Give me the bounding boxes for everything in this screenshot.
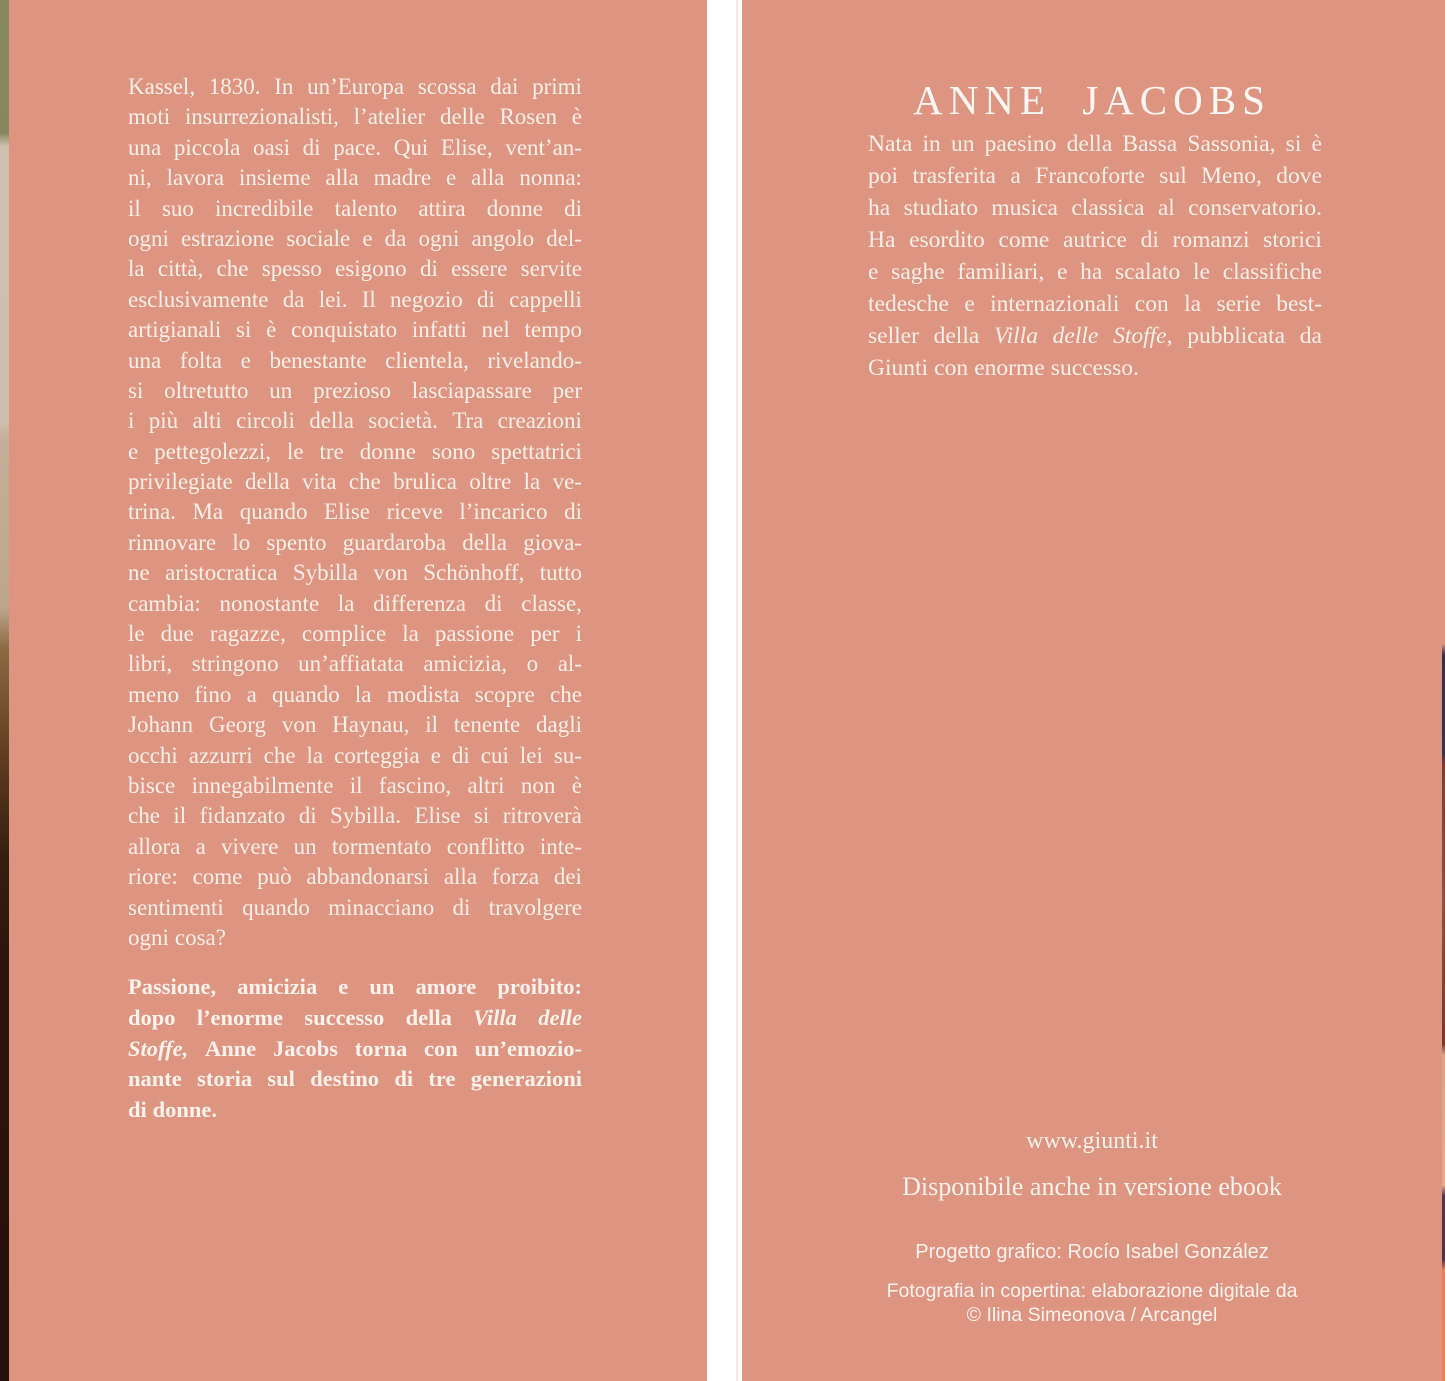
text-line: Kassel, 1830. In un’Europa scossa dai primi — [128, 74, 582, 99]
text-line: ne aristocratica Sybilla von Schönhoff, tutto — [128, 560, 582, 586]
text-line: una piccola oasi di pace. Qui Elise, vent’an- — [128, 134, 582, 160]
synopsis-highlight-text — [128, 974, 582, 1128]
text-line: Johann Georg von Haynau, il tenente dagli — [128, 712, 582, 738]
text-line: libri, stringono un’affiatata amicizia, o al- — [128, 651, 582, 677]
text-line: ogni cosa? — [128, 924, 226, 950]
text-line: si oltretutto un prezioso lasciapassare per — [128, 377, 582, 403]
text-line: seller della Villa delle Stoffe, pubblicata da — [868, 323, 1322, 349]
text-line: e saghe familiari, e ha scalato le classifiche — [868, 259, 1322, 285]
left-flap-panel — [9, 0, 707, 1381]
text-line: e pettegolezzi, le tre donne sono spettatrici — [128, 438, 582, 464]
text-line: bisce innegabilmente il fascino, altri non è — [128, 772, 582, 798]
text-line: artigianali si è conquistato infatti nel tempo — [128, 317, 582, 343]
synopsis-text — [128, 74, 582, 955]
text-line: allora a vivere un tormentato conflitto inte- — [128, 833, 582, 859]
text-line: la città, che spesso esigono di essere servite — [128, 256, 582, 282]
text-line: Nata in un paesino della Bassa Sassonia, si è — [868, 131, 1322, 157]
right-flap-panel — [742, 0, 1442, 1381]
text-line: privilegiate della vita che brulica oltre la ve- — [128, 469, 582, 495]
text-line: che il fidanzato di Sybilla. Elise si ritroverà — [128, 803, 582, 829]
text-line: esclusivamente da lei. Il negozio di cappelli — [128, 286, 582, 312]
author-bio-text — [868, 131, 1322, 387]
text-line: moti insurrezionalisti, l’atelier delle Rosen è — [128, 104, 582, 130]
ebook-availability-note: Disponibile anche in versione ebook — [902, 1172, 1282, 1201]
fold-crease-line — [736, 0, 738, 1381]
text-line: riore: come può abbandonarsi alla forza dei — [128, 864, 582, 890]
photo-credit-line2: © Ilina Simeonova / Arcangel — [966, 1304, 1218, 1326]
text-line: ni, lavora insieme alla madre e alla nonna: — [128, 165, 582, 191]
text-line: poi trasferita a Francoforte sul Meno, dove — [868, 163, 1322, 189]
publisher-website: www.giunti.it — [1026, 1128, 1158, 1154]
text-line: una folta e benestante clientela, rivelando- — [128, 347, 582, 373]
text-line: i più alti circoli della società. Tra creazioni — [128, 408, 582, 434]
text-line: meno fino a quando la modista scopre che — [128, 681, 582, 707]
text-line: occhi azzurri che la corteggia e di cui lei su- — [128, 742, 582, 768]
text-line: tedesche e internazionali con la serie best- — [868, 291, 1322, 317]
text-line: il suo incredibile talento attira donne di — [128, 195, 582, 221]
photo-credit-line1: Fotografia in copertina: elaborazione digitale da — [886, 1280, 1298, 1302]
design-credit: Progetto grafico: Rocío Isabel González — [915, 1241, 1269, 1263]
author-name-heading: ANNE JACOBS — [913, 77, 1271, 123]
cover-edge-sliver-left — [0, 0, 9, 1381]
text-line: sentimenti quando minacciano di travolgere — [128, 894, 582, 920]
text-line: nante storia sul destino di tre generazioni — [128, 1066, 582, 1092]
fold-gap — [707, 0, 742, 1381]
text-line: Stoffe, Anne Jacobs torna con un’emozio- — [128, 1035, 582, 1061]
text-line: cambia: nonostante la differenza di classe, — [128, 590, 582, 616]
text-line: dopo l’enorme successo della Villa delle — [128, 1004, 582, 1030]
text-line: trina. Ma quando Elise riceve l’incarico di — [128, 499, 582, 525]
text-line: rinnovare lo spento guardaroba della giova- — [128, 529, 582, 555]
text-line: Passione, amicizia e un amore proibito: — [128, 974, 582, 999]
text-line: Giunti con enorme successo. — [868, 355, 1139, 381]
text-line: di donne. — [128, 1097, 218, 1123]
text-line: ha studiato musica classica al conservatorio. — [868, 195, 1322, 221]
text-line: ogni estrazione sociale e da ogni angolo del- — [128, 225, 582, 251]
text-line: Ha esordito come autrice di romanzi storici — [868, 227, 1322, 253]
text-line: le due ragazze, complice la passione per i — [128, 621, 582, 647]
